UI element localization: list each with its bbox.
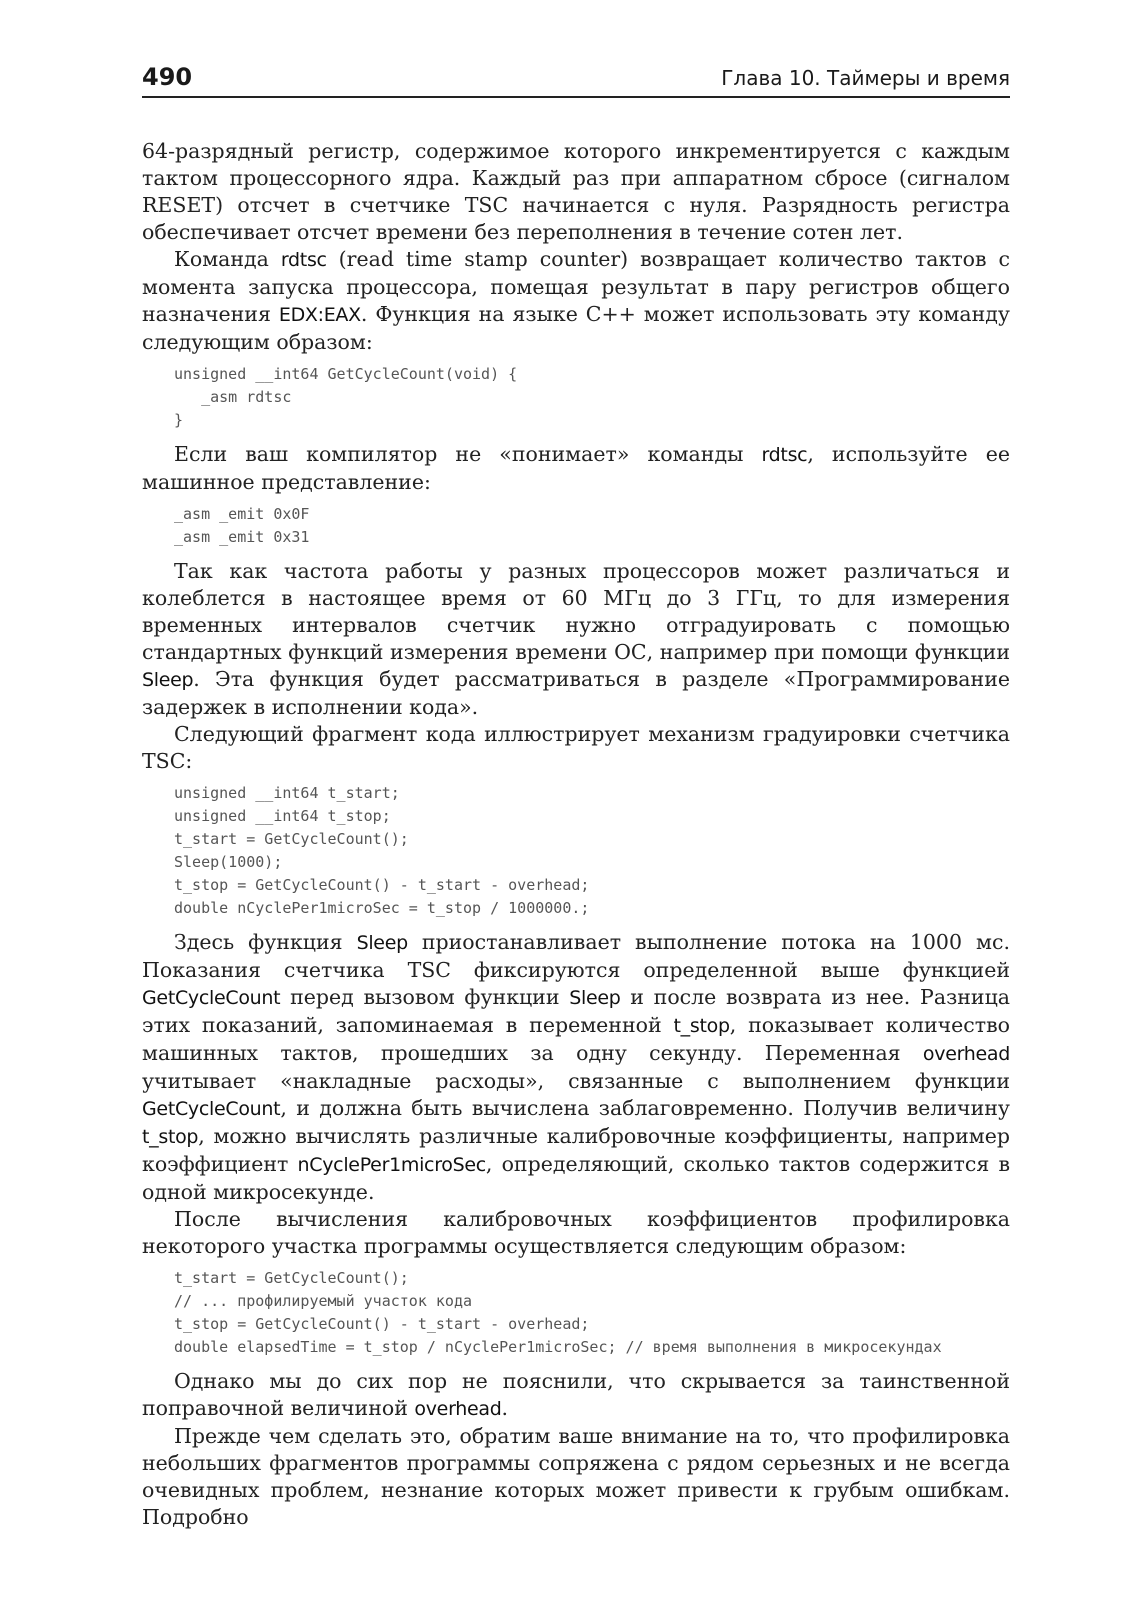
inline-code: t_stop <box>142 1126 199 1148</box>
page-header <box>142 62 1010 98</box>
paragraph-7: После вычисления калибровочных коэффициентов профилировка некоторого участка программы осуществляется следующим образом: <box>142 1207 1010 1258</box>
code-block-2: _asm _emit 0x0F _asm _emit 0x31 <box>174 505 310 546</box>
running-head: Глава 10. Таймеры и время <box>721 66 1010 90</box>
inline-code: nCyclePer1microSec <box>297 1154 486 1176</box>
inline-code: Sleep <box>142 669 194 691</box>
paragraph-6: Здесь функция Sleep приостанавливает выполнение потока на 1000 мс. Показания счетчика TSC фиксируются определенной выше функцией GetCycleCount перед вызовом функции Sleep и после возврата из нее. Разница этих показаний, запоминаемая в переменной t_stop, показывает количество машинных тактов, прошедших за одну секунду. Переменная overhead учитывает «накладные расходы», связанные с выполнением функции GetCycleCount, и должна быть вычислена заблаговременно. Получив величину t_stop, можно вычислять различные калибровочные коэффициенты, например коэффициент nCyclePer1microSec, определяющий, сколько тактов содержится в одной микросекунде. <box>142 930 1010 1204</box>
inline-code: GetCycleCount <box>142 987 281 1009</box>
paragraph-5: Следующий фрагмент кода иллюстрирует механизм градуировки счетчика TSC: <box>142 722 1010 773</box>
inline-code: Sleep <box>356 932 408 954</box>
inline-code: EDX:EAX <box>278 304 361 326</box>
paragraph-8: Однако мы до сих пор не пояснили, что скрывается за таинственной поправочной величиной overhead. <box>142 1369 1010 1420</box>
inline-code: rdtsc <box>280 249 327 271</box>
paragraph-1: 64-разрядный регистр, содержимое которого инкрементируется с каждым тактом процессорного ядра. Каждый раз при аппаратном сбросе (сигналом RESET) отсчет в счетчике TSC начинается с нуля. Разрядность регистра обеспечивает отсчет времени без переполнения в течение сотен лет. <box>142 139 1010 244</box>
inline-code: rdtsc <box>761 444 808 466</box>
inline-code: overhead <box>922 1043 1010 1065</box>
inline-code: overhead <box>414 1398 502 1420</box>
code-block-3: unsigned __int64 t_start; unsigned __int64 t_stop; t_start = GetCycleCount(); Sleep(1000); t_stop = GetCycleCount() - t_start - overhead; double nCyclePer1microSec = t_stop / 1000000.; <box>174 784 590 917</box>
code-block-4: t_start = GetCycleCount(); // ... профилируемый участок кода t_stop = GetCycleCount() - t_start - overhead; double elapsedTime = t_stop / nCyclePer1microSec; // время выполнения в микросекундах <box>174 1269 942 1356</box>
paragraph-9: Прежде чем сделать это, обратим ваше внимание на то, что профилировка небольших фрагментов программы сопряжена с рядом серьезных и не всегда очевидных проблем, незнание которых может привести к грубым ошибкам. Подробно <box>142 1424 1010 1529</box>
page-body <box>142 138 1010 1531</box>
inline-code: t_stop <box>673 1015 730 1037</box>
paragraph-4: Так как частота работы у разных процессоров может различаться и колеблется в настоящее время от 60 МГц до 3 ГГц, то для измерения временных интервалов счетчик нужно отградуировать с помощью стандартных функций измерения времени ОС, например при помощи функции Sleep. Эта функция будет рассматриваться в разделе «Программирование задержек в исполнении кода». <box>142 559 1010 719</box>
code-block-1: unsigned __int64 GetCycleCount(void) { _asm rdtsc } <box>174 365 518 429</box>
page-number: 490 <box>142 63 193 91</box>
inline-code: GetCycleCount <box>142 1098 281 1120</box>
paragraph-2: Команда rdtsc (read time stamp counter) возвращает количество тактов с момента запуска процессора, помещая результат в пару регистров общего назначения EDX:EAX. Функция на языке C++ может использовать эту команду следующим образом: <box>142 247 1010 354</box>
inline-code: Sleep <box>569 987 621 1009</box>
book-page <box>142 62 1010 1531</box>
paragraph-3: Если ваш компилятор не «понимает» команды rdtsc, используйте ее машинное представление: <box>142 442 1011 494</box>
